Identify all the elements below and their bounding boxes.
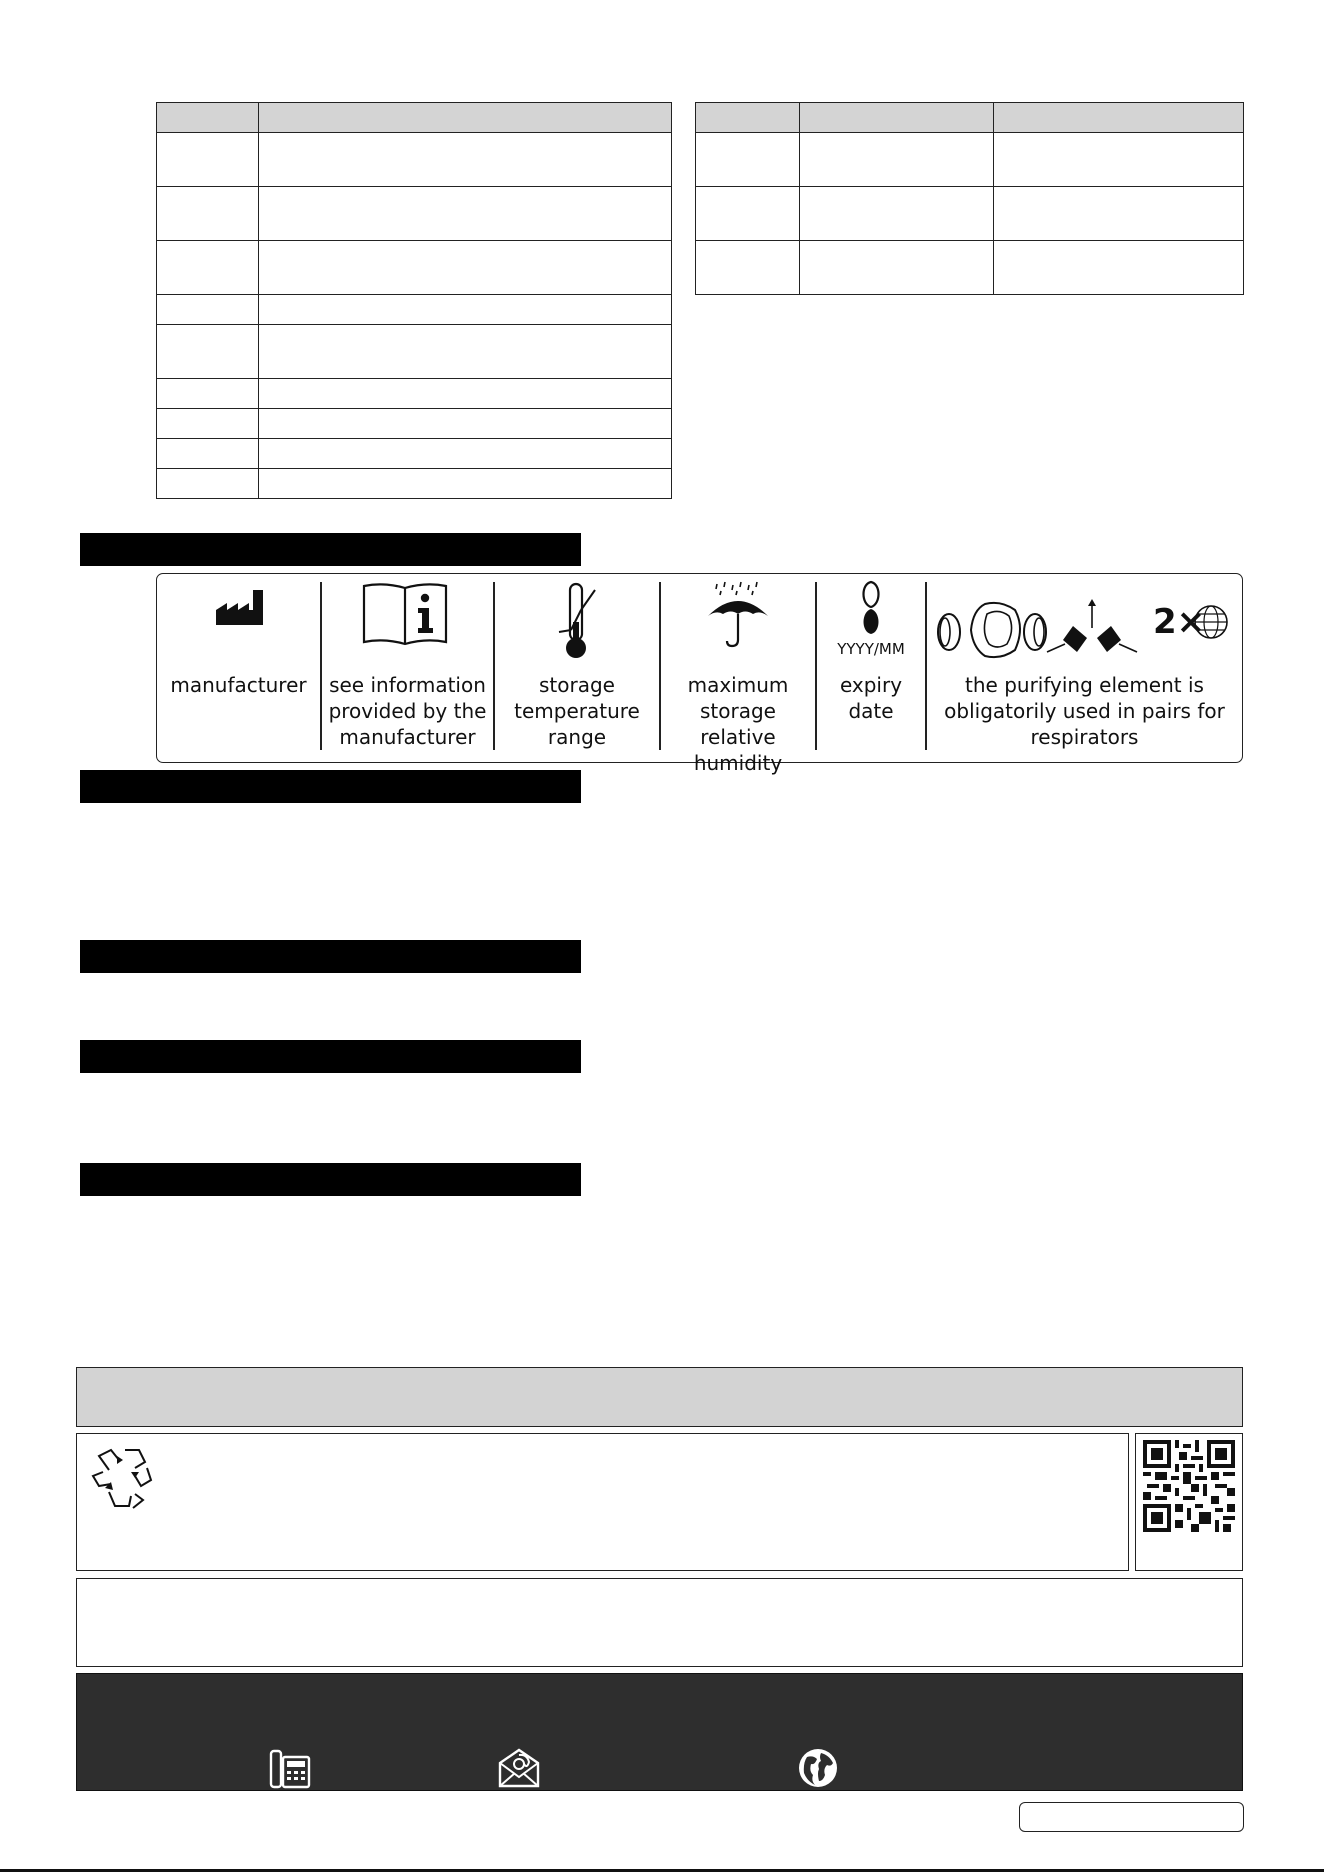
symbols-panel bbox=[156, 573, 1243, 775]
globe-icon[interactable] bbox=[797, 1747, 839, 1789]
notice-banner bbox=[76, 1367, 1243, 1427]
table-row bbox=[157, 187, 672, 241]
table-header-row bbox=[696, 103, 1244, 133]
symbol-label: maximum storage relative humidity bbox=[687, 673, 789, 775]
umbrella-rain-icon bbox=[705, 580, 771, 650]
table-row bbox=[157, 439, 672, 469]
symbol-label: the purifying element is obligatorily used in pairs for respirators bbox=[944, 673, 1225, 749]
section-heading-bar bbox=[80, 940, 581, 973]
symbol-label: see information provided by the manufacturer bbox=[328, 673, 487, 749]
section-heading-bar bbox=[80, 533, 581, 566]
thermometer-icon bbox=[555, 582, 601, 662]
qr-code-icon[interactable] bbox=[1143, 1440, 1235, 1532]
contact-bar bbox=[76, 1673, 1243, 1791]
table-row bbox=[696, 187, 1244, 241]
table-row bbox=[157, 133, 672, 187]
symbol-label: storage temperature range bbox=[514, 673, 640, 749]
information-box bbox=[76, 1578, 1243, 1667]
symbol-expiry bbox=[817, 580, 925, 748]
symbol-label: expiry date bbox=[839, 673, 903, 723]
table-row bbox=[157, 295, 672, 325]
table-row bbox=[157, 241, 672, 295]
section-heading-bar bbox=[80, 1040, 581, 1073]
symbol-manufacturer bbox=[157, 580, 320, 748]
symbol-temperature bbox=[495, 580, 659, 748]
table-row bbox=[696, 133, 1244, 187]
hourglass-icon bbox=[857, 580, 885, 636]
symbol-info bbox=[322, 580, 493, 748]
table-header-row bbox=[157, 103, 672, 133]
table-row bbox=[157, 325, 672, 379]
symbol-label: manufacturer bbox=[170, 673, 307, 697]
factory-icon bbox=[215, 588, 265, 626]
phone-icon[interactable] bbox=[269, 1749, 311, 1789]
symbol-pairs bbox=[927, 580, 1242, 748]
table-row bbox=[696, 241, 1244, 295]
qr-code-box[interactable] bbox=[1135, 1433, 1243, 1571]
table-row bbox=[157, 409, 672, 439]
left-spec-table bbox=[156, 102, 672, 499]
right-spec-table bbox=[695, 102, 1244, 295]
recycle-icon bbox=[89, 1446, 155, 1510]
info-book-icon bbox=[362, 580, 448, 646]
symbol-humidity bbox=[661, 580, 815, 775]
email-icon[interactable] bbox=[497, 1747, 541, 1789]
recycling-notice bbox=[76, 1433, 1129, 1571]
hourglass-caption: YYYY/MM bbox=[837, 640, 905, 658]
table-row bbox=[157, 469, 672, 499]
section-heading-bar bbox=[80, 1163, 581, 1196]
document-code-box bbox=[1019, 1802, 1244, 1832]
section-heading-bar bbox=[80, 770, 581, 803]
table-row bbox=[157, 379, 672, 409]
pair-count-text: 2× bbox=[1153, 602, 1206, 642]
